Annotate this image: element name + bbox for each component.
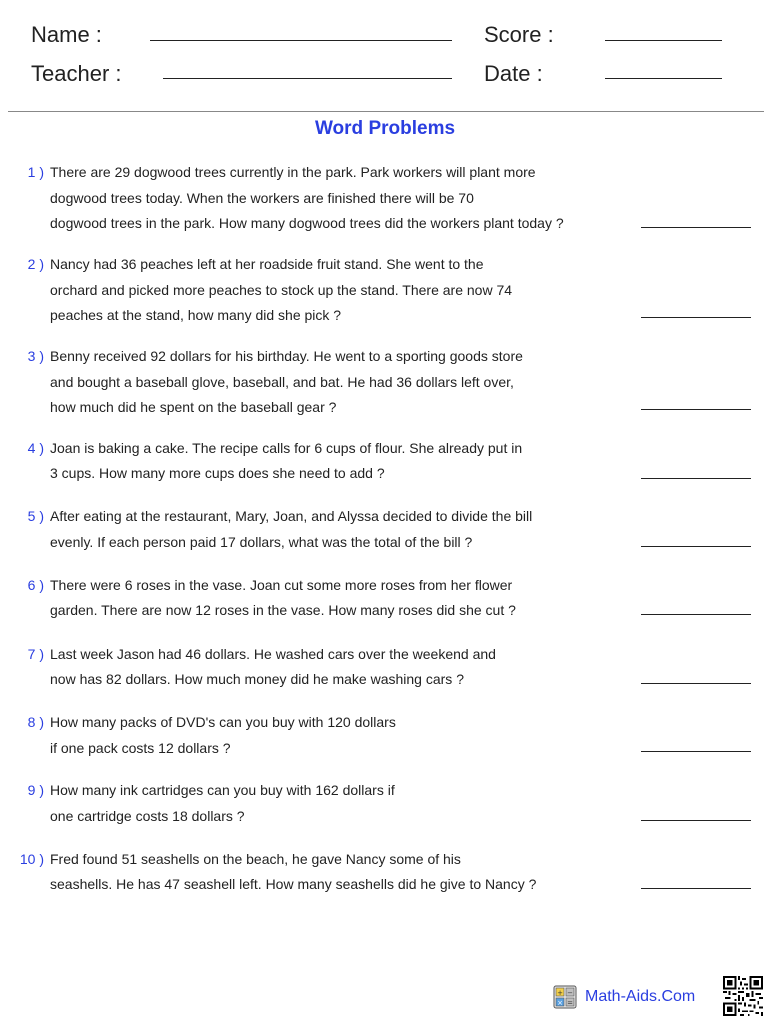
problem-text-line: evenly. If each person paid 17 dollars, what was the total of the bill ? xyxy=(50,534,473,550)
problem-text-line: and bought a baseball glove, baseball, and bat. He had 36 dollars left over, xyxy=(50,374,514,390)
problem-number: 10 ) xyxy=(19,851,44,867)
answer-blank[interactable] xyxy=(641,317,751,318)
problem-text-line: garden. There are now 12 roses in the vase. How many roses did she cut ? xyxy=(50,602,516,618)
svg-text:=: = xyxy=(567,999,573,1007)
svg-text:−: − xyxy=(567,989,573,997)
answer-blank[interactable] xyxy=(641,888,751,889)
problem-number: 5 ) xyxy=(27,508,44,524)
answer-blank[interactable] xyxy=(641,683,751,684)
name-label: Name : xyxy=(31,22,102,47)
problem-number: 9 ) xyxy=(27,782,44,798)
footer-brand: Math-Aids.Com xyxy=(585,988,696,1005)
problem-text-line: 3 cups. How many more cups does she need to add ? xyxy=(50,465,385,481)
problem-text-line: Joan is baking a cake. The recipe calls for 6 cups of flour. She already put in xyxy=(50,440,523,456)
svg-text:+: + xyxy=(557,989,563,997)
problem-number: 2 ) xyxy=(27,256,44,272)
teacher-field[interactable] xyxy=(163,78,452,79)
problem-number: 1 ) xyxy=(27,164,44,180)
problem-text-line: dogwood trees in the park. How many dogwood trees did the workers plant today ? xyxy=(50,215,564,231)
problem-text-line: How many ink cartridges can you buy with 162 dollars if xyxy=(50,782,395,798)
problem-text-line: how much did he spent on the baseball gear ? xyxy=(50,399,337,415)
problem-text-line: one cartridge costs 18 dollars ? xyxy=(50,808,245,824)
problem-number: 7 ) xyxy=(27,646,44,662)
problem-text-line: There were 6 roses in the vase. Joan cut some more roses from her flower xyxy=(50,577,513,593)
problem-text-line: There are 29 dogwood trees currently in the park. Park workers will plant more xyxy=(50,164,536,180)
answer-blank[interactable] xyxy=(641,820,751,821)
header-divider xyxy=(8,111,764,112)
answer-blank[interactable] xyxy=(641,546,751,547)
answer-blank[interactable] xyxy=(641,614,751,615)
problem-text-line: Last week Jason had 46 dollars. He washed cars over the weekend and xyxy=(50,646,496,662)
answer-blank[interactable] xyxy=(641,227,751,228)
problem-text-line: After eating at the restaurant, Mary, Joan, and Alyssa decided to divide the bill xyxy=(50,508,533,524)
problem-text-line: dogwood trees today. When the workers are finished there will be 70 xyxy=(50,190,474,206)
qr-code-icon xyxy=(723,976,763,1016)
answer-blank[interactable] xyxy=(641,409,751,410)
problem-text-line: Fred found 51 seashells on the beach, he gave Nancy some of his xyxy=(50,851,461,867)
problem-text-line: peaches at the stand, how many did she pick ? xyxy=(50,307,342,323)
problem-number: 4 ) xyxy=(27,440,44,456)
score-field[interactable] xyxy=(605,40,722,41)
answer-blank[interactable] xyxy=(641,751,751,752)
problem-text-line: Nancy had 36 peaches left at her roadside fruit stand. She went to the xyxy=(50,256,484,272)
problem-number: 3 ) xyxy=(27,348,44,364)
date-field[interactable] xyxy=(605,78,722,79)
name-field[interactable] xyxy=(150,40,452,41)
problem-text-line: seashells. He has 47 seashell left. How many seashells did he give to Nancy ? xyxy=(50,876,537,892)
date-label: Date : xyxy=(484,61,543,86)
problem-text-line: How many packs of DVD's can you buy with 120 dollars xyxy=(50,714,396,730)
problem-number: 6 ) xyxy=(27,577,44,593)
problem-text-line: orchard and picked more peaches to stock up the stand. There are now 74 xyxy=(50,282,513,298)
page-title: Word Problems xyxy=(314,118,456,139)
problem-text-line: Benny received 92 dollars for his birthday. He went to a sporting goods store xyxy=(50,348,523,364)
problem-number: 8 ) xyxy=(27,714,44,730)
problem-text-line: if one pack costs 12 dollars ? xyxy=(50,740,231,756)
answer-blank[interactable] xyxy=(641,478,751,479)
problem-text-line: now has 82 dollars. How much money did he make washing cars ? xyxy=(50,671,464,687)
svg-text:×: × xyxy=(557,999,563,1007)
calculator-icon xyxy=(553,985,577,1009)
score-label: Score : xyxy=(484,22,554,47)
teacher-label: Teacher : xyxy=(31,61,122,86)
